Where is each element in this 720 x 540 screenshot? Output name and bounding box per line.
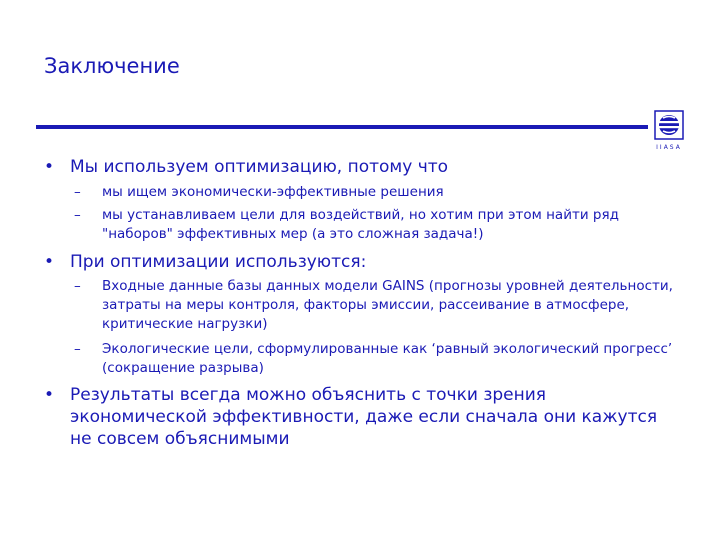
slide-title: Заключение (44, 54, 180, 78)
sub-bullet-item (74, 340, 674, 378)
sub-bullet-text: Входные данные базы данных модели GAINS (прогнозы уровней деятельности, затраты на меры контроля, факторы эмиссии, рассеивание в атмосфере, критические нагрузки) (102, 278, 673, 332)
dash-marker: – (74, 184, 81, 200)
sub-bullet-item (74, 206, 674, 244)
title-divider (36, 125, 648, 129)
dash-marker: – (74, 341, 81, 357)
bullet-marker: • (44, 157, 55, 177)
logo-text: IIASA (656, 144, 682, 151)
bullet-text: При оптимизации используются: (70, 252, 367, 272)
iiasa-logo-icon (654, 110, 684, 152)
bullet-marker: • (44, 252, 55, 272)
bullet-text: Результаты всегда можно объяснить с точки зрения экономической эффективности, даже если сначала они кажутся не совсем объяснимыми (70, 385, 658, 449)
sub-bullet-text: мы устанавливаем цели для воздействий, но хотим при этом найти ряд "наборов" эффективных мер (а это сложная задача!) (102, 207, 619, 242)
sub-bullet-text: мы ищем экономически-эффективные решения (102, 184, 444, 200)
sub-bullet-text: Экологические цели, сформулированные как ‘равный экологический прогресс’ (сокращение разрыва) (102, 341, 673, 376)
bullet-item (44, 156, 684, 178)
sub-bullet-item (74, 183, 674, 202)
dash-marker: – (74, 207, 81, 223)
bullet-text: Мы используем оптимизацию, потому что (70, 157, 449, 177)
bullet-item (44, 384, 684, 450)
bullet-marker: • (44, 385, 55, 405)
bullet-item (44, 251, 684, 273)
dash-marker: – (74, 278, 81, 294)
sub-bullet-item (74, 277, 674, 334)
